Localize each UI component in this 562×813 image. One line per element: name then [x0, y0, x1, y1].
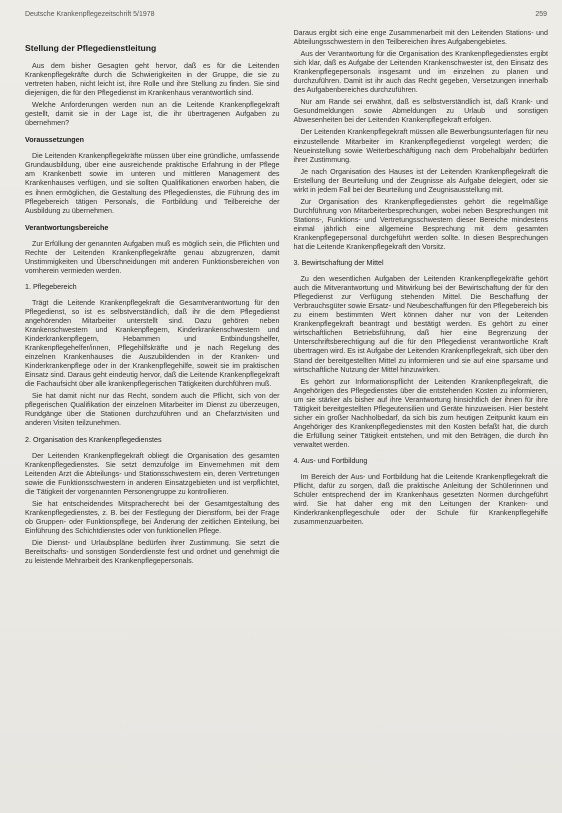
organisation-paragraph-4: Aus der Verantwortung für die Organisation des Krankenpflegedienstes ergibt sich klar, daß es Aufgabe der Leitenden Krankenschwester ist, den Einsatz des Krankenpflegepersonals insgesamt und im einzelnen zu planen und durchzuführen. Damit ist ihr auch das Recht gegeben, Versetzungen innerhalb des Aufgabenbereiches durchzuführen. — [293, 50, 548, 95]
organisation-paragraph-8: Zur Organisation des Krankenpflegedienstes gehört die regelmäßige Durchführung von Mitarbeiterbesprechungen, wobei neben Besprechungen mit Stations-, Funktions- und Vertretungsschwestern dieser Bereiche mindestens einmal jährlich eine allgemeine Besprechung mit dem gesamten Krankenpflegepersonal durchgeführt werden sollte. In diesen Besprechungen hat die Leitende Krankenpflegekraft den Vorsitz. — [293, 197, 548, 252]
running-head — [25, 10, 548, 19]
voraussetzungen-paragraph: Die Leitenden Krankenpflegekräfte müssen über eine gründliche, umfassende Grundausbildung, über eine ausreichende praktische Erfahrung in der Pflege am Krankenbett sowie im unteren und mittleren Management des Krankenhauses verfügen, und sie sollten Qualifikationen erworben haben, die es ihnen ermöglichen, die Gestaltung des Pflegedienstes, die Führung des im Pflegebereich tätigen Personals, die Fortbildung und Teilbereiche der Ausbildung zu übernehmen. — [25, 152, 280, 215]
heading-bewirtschaftung: 3. Bewirtschaftung der Mittel — [293, 259, 384, 268]
bewirtschaftung-paragraph-2: Es gehört zur Informationspflicht der Leitenden Krankenpflegekraft, die Angehörigen des Pflegedienstes über die entstehenden Kosten zu informieren, um sie stärker als bisher auf ihre Verantwortung hinsichtlich der ihnen für ihre Tätigkeit bereitgestellten Pflegeutensilien und Geräte hinzuweisen. Hier besteht sicher ein großer Nachholbedarf, da sich bis zum heutigen Zeitpunkt kaum ein Angehöriger des Krankenpflegedienstes mit den Kosten befaßt hat, die durch die Erfüllung seiner Tätigkeit entstehen, und mit den Beträgen, die durch ihn verwaltet werden. — [293, 377, 548, 449]
continued-paragraph: Daraus ergibt sich eine enge Zusammenarbeit mit den Leitenden Stations- und Abteilungsschwestern in den Teilbereichen ihres Aufgabengebietes. — [293, 29, 548, 47]
organisation-paragraph-1: Der Leitenden Krankenpflegekraft obliegt die Organisation des gesamten Krankenpflegedienstes. Sie setzt demzufolge im Einvernehmen mit dem Leitenden Arzt die Abteilungs- und Stationsschwestern ein, deren Vertretungen sowie die Funktionsschwestern in anderen Einsatzgebieten und ist verpflichtet, die Tätigkeit der vorgenannten Personengruppe zu kontrollieren. — [25, 451, 280, 496]
organisation-paragraph-7: Je nach Organisation des Hauses ist der Leitenden Krankenpflegekraft die Erstellung der Beurteilung und der Zeugnisse als Aufgabe delegiert, oder sie wirkt in jedem Fall bei der Beurteilung und Zeugnisausstellung mit. — [293, 167, 548, 194]
organisation-paragraph-2: Sie hat entscheidendes Mitspracherecht bei der Gesamtgestaltung des Krankenpflegedienstes, z. B. bei der Festlegung der Dienstform, bei der Frage ob Gruppen- oder Funktionspflege, bei Änderung der zeitlichen Einteilung, bei Einführung des Schichtdienstes oder von funktionellen Pflege. — [25, 499, 280, 535]
verantwortungsbereiche-paragraph: Zur Erfüllung der genannten Aufgaben muß es möglich sein, die Pflichten und Rechte der Leitenden Krankenpflegekräfte genau abzugrenzen, damit Unstimmigkeiten und Überschneidungen mit anderen Funktionsbereichen von vornherein vermieden werden. — [25, 239, 280, 275]
fortbildung-paragraph-1: Im Bereich der Aus- und Fortbildung hat die Leitende Krankenpflegekraft die Pflicht, dafür zu sorgen, daß die praktische Anleitung der Schülerinnen und Schüler entsprechend der im Krankenhaus gesetzten Normen durchgeführt wird. Sie hat daher eng mit den Leitungen der Kranken- und Kinderkrankenpflegeschule oder der Schule für Krankenpflegehilfe zusammenzuarbeiten. — [293, 472, 548, 527]
right-column — [294, 29, 549, 530]
organisation-paragraph-5: Nur am Rande sei erwähnt, daß es selbstverständlich ist, daß Krank- und Gesundmeldungen sowie Abmeldungen zu Urlaub und sonstigen Abwesenheiten bei der Leitenden Krankenpflegekraft erfolgen. — [293, 98, 548, 125]
subheading-voraussetzungen: Voraussetzungen — [25, 136, 84, 145]
bewirtschaftung-paragraph-1: Zu den wesentlichen Aufgaben der Leitenden Krankenpflegekräfte gehört auch die Mitverantwortung und Mitwirkung bei der Bewirtschaftung der für den Pflegedienst zur Verfügung stehenden Mittel. Die Beschaffung der Verbrauchsgüter sowie Ersatz- und Neubeschaffungen für den Pflegebereich bis zu einem bestimmten Wert können daher nur von der Leitenden Krankenpflegekraft beantragt und bestätigt werden. Es gehört zu einer wirtschaftlichen Betriebsführung, daß hier eine Begrenzung der Unterschriftsberechtigung auf die für den Pflegedienst verantwortliche Kraft übertragen wird. Es ist Aufgabe der Leitenden Krankenpflegekraft, sich über den Stand der bereitgestellten Mittel zu informieren und sie auf eine sparsame und wirtschaftliche Nutzung der Mittel hinzuwirken. — [293, 275, 548, 374]
left-column — [25, 29, 280, 569]
organisation-paragraph-6: Der Leitenden Krankenpflegekraft müssen alle Bewerbungsunterlagen für neu einzustellende Mitarbeiter im Krankenpflegedienst vorgelegt werden; die Neueinstellung sowie Weiterbeschäftigung nach dem Probehalbjahr bedürfen ihrer Zustimmung. — [293, 128, 548, 164]
journal-citation: Deutsche Krankenpflegezeitschrift 5/1978 — [25, 11, 155, 18]
two-column-body — [25, 29, 548, 569]
intro-paragraph-1: Aus dem bisher Gesagten geht hervor, daß es für die Leitenden Krankenpflegekräfte durch die Schwierigkeiten in der Gruppe, die sie zu vertreten haben, nicht leicht ist, ihre Rolle und ihre Stellung zu finden. Sie sind diejenigen, die für den Pflegedienst im Krankenhaus verantwortlich sind. — [25, 62, 280, 98]
heading-organisation: 2. Organisation des Krankenpflegedienstes — [25, 435, 162, 444]
intro-paragraph-2: Welche Anforderungen werden nun an die Leitende Krankenpflegekraft gestellt, damit sie in der Lage ist, die ihr übertragenen Aufgaben zu übernehmen? — [25, 101, 280, 128]
subheading-verantwortungsbereiche: Verantwortungsbereiche — [25, 223, 109, 232]
pflegebereich-paragraph-1: Trägt die Leitende Krankenpflegekraft die Gesamtverantwortung für den Pflegedienst, so ist es selbstverständlich, daß ihr die dem Pflegedienst angehörenden Mitarbeiter unterstellt sind. Dazu gehören neben Krankenschwestern und Krankenpflegern, Kinderkrankenschwestern und Kinderkrankenpflegern, Hebammen und Entbindungshelfer, Krankenpflegehelfer/innen, Pflegehilfskräfte und je nach Regelung des einzelnen Krankenhauses die Auszubildenden in der Kranken- und Kinderkrankenpflege oder in der Krankenpflegehilfe, soweit sie im praktischen Einsatz sind. Daraus geht eindeutig hervor, daß die Leitende Krankenpflegekraft die Fachaufsicht über alle krankenpflegerischen Tätigkeiten durchführen muß. — [25, 298, 280, 389]
heading-pflegebereich: 1. Pflegebereich — [25, 282, 77, 291]
organisation-paragraph-3: Die Dienst- und Urlaubspläne bedürfen ihrer Zustimmung. Sie setzt die Bereitschafts- und sonstigen Sonderdienste fest und ordnet und genehmigt die zu leistende Mehrarbeit des Krankenpflegepersonals. — [25, 538, 280, 566]
pflegebereich-paragraph-2: Sie hat damit nicht nur das Recht, sondern auch die Pflicht, sich von der pflegerischen Qualifikation der einzelnen Mitarbeiter im Dienst zu überzeugen, Rundgänge über die Stationen durchzuführen und an Chefarztvisiten und anderen Visiten teilzunehmen. — [25, 392, 280, 428]
page-number: 259 — [535, 11, 547, 18]
article-section-title: Stellung der Pflegedienstleitung — [25, 43, 157, 53]
heading-aus-und-fortbildung: 4. Aus- und Fortbildung — [293, 456, 368, 465]
